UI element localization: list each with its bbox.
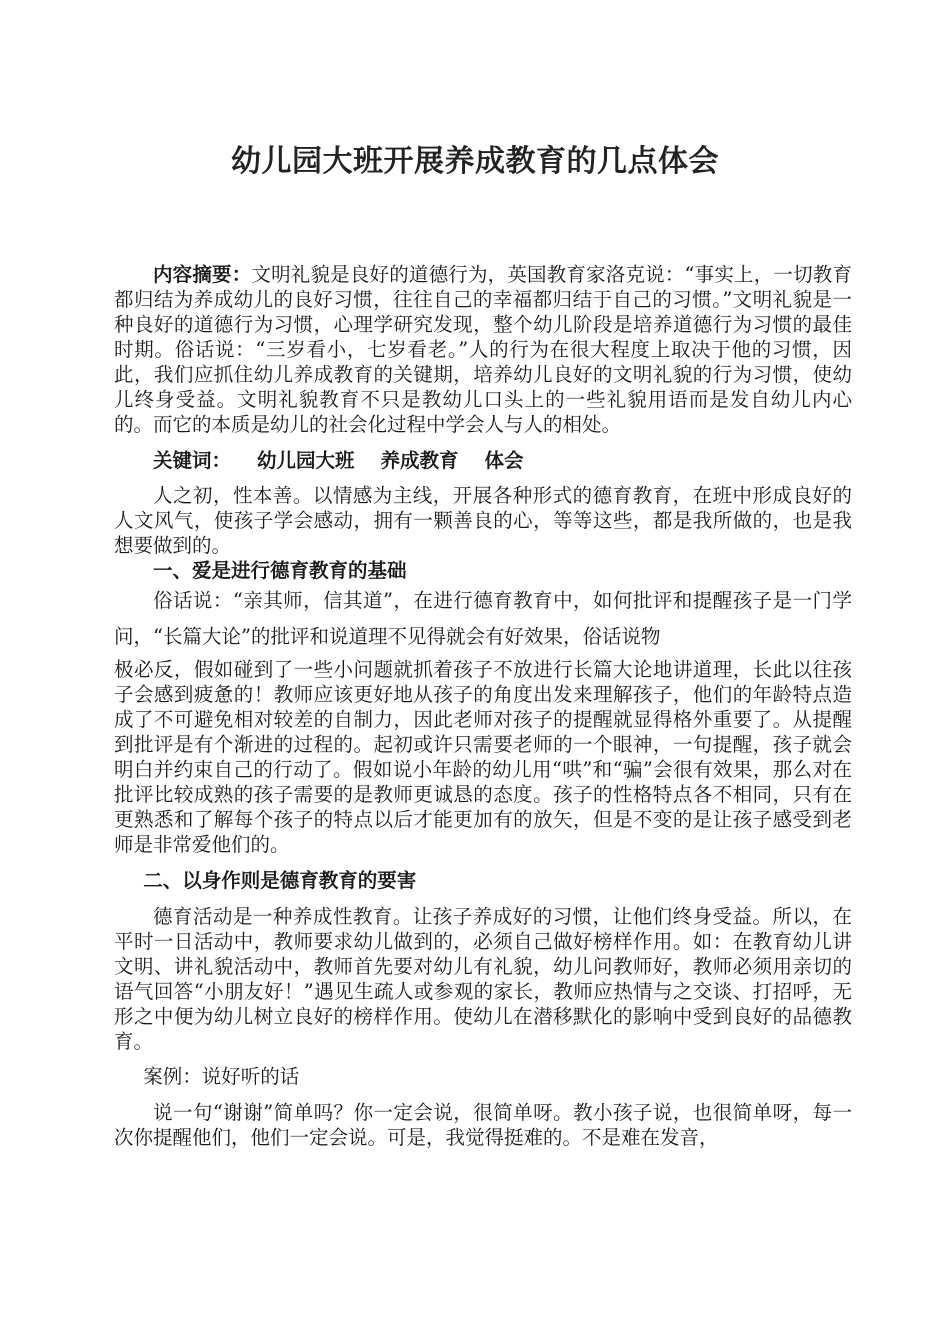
section-heading: 一、爱是进行德育教育的基础 — [153, 559, 407, 582]
body-paragraph: 德育活动是一种养成性教育。让孩子养成好的习惯，让他们终身受益。所以，在平时一日活动中，教师要求幼儿做到的，必须自己做好榜样作用。如：在教育幼儿讲文明、讲礼貌活动中，教师首先要对幼儿有礼貌，幼儿问教师好，教师必须用亲切的语气回答“小朋友好！”遇见生疏人或参观的家长，教师应热情与之交谈、打招呼，无形之中便为幼儿树立良好的榜样作用。使幼儿在潜移默化的影响中受到良好的品德教育。 — [114, 905, 852, 1053]
case-label: 案例：说好听的话 — [143, 1065, 300, 1088]
body-paragraph-continued: 极必反，假如碰到了一些小问题就抓着孩子不放进行长篇大论地讲道理，长此以往孩子会感到疲惫的！教师应该更好地从孩子的角度出发来理解孩子，他们的年龄特点造成了不可避免相对较差的自制力，因此老师对孩子的提醒就显得格外重要了。从提醒到批评是有个渐进的过程的。起初或许只需要老师的一个眼神，一句提醒，孩子就会明白并约束自己的行动了。假如说小年龄的幼儿用“哄”和“骗”会很有效果，那么对在批评比较成熟的孩子需要的是教师更诚恳的态度。孩子的性格特点各不相同，只有在更熟悉和了解每个孩子的特点以后才能更加有的放矢，但是不变的是让孩子感受到老师是非常爱他们的。 — [114, 658, 852, 856]
document-title: 幼儿园大班开展养成教育的几点体会 — [231, 144, 719, 179]
abstract-label: 内容摘要： — [153, 263, 252, 286]
abstract-text: 文明礼貌是良好的道德行为，英国教育家洛克说：“事实上，一切教育都归结为养成幼儿的良好习惯，往往自己的幸福都归结于自己的习惯。”文明礼貌是一种良好的道德行为习惯，心理学研究发现，整个幼儿阶段是培养道德行为习惯的最佳时期。俗话说：“三岁看小，七岁看老。”人的行为在很大程度上取决于他的习惯，因此，我们应抓住幼儿养成教育的关键期，培养幼儿良好的文明礼貌的行为习惯，使幼儿终身受益。文明礼貌教育不只是教幼儿口头上的一些礼貌用语而是发自幼儿内心的。而它的本质是幼儿的社会化过程中学会人与人的相处。 — [114, 263, 852, 436]
section-heading: 二、以身作则是德育教育的要害 — [143, 869, 417, 892]
keyword-item: 幼儿园大班 — [257, 449, 355, 472]
body-paragraph: 俗话说：“亲其师，信其道”，在进行德育教育中，如何批评和提醒孩子是一门学问，“长篇大论”的批评和说道理不见得就会有好效果，俗话说物 — [114, 589, 852, 648]
keywords-line — [114, 448, 852, 473]
body-paragraph: 说一句“谢谢”简单吗？你一定会说，很简单呀。教小孩子说，也很简单呀，每一次你提醒他们，他们一定会说。可是，我觉得挺难的。不是难在发音， — [114, 1101, 852, 1149]
intro-paragraph: 人之初，性本善。以情感为主线，开展各种形式的德育教育，在班中形成良好的人文风气，使孩子学会感动，拥有一颗善良的心，等等这些，都是我所做的，也是我想要做到的。 — [114, 484, 852, 557]
keywords-label: 关键词： — [153, 449, 232, 472]
abstract-paragraph — [114, 262, 852, 437]
keyword-item: 养成教育 — [380, 449, 459, 472]
document-body — [114, 262, 852, 1150]
keyword-item: 体会 — [484, 449, 524, 472]
